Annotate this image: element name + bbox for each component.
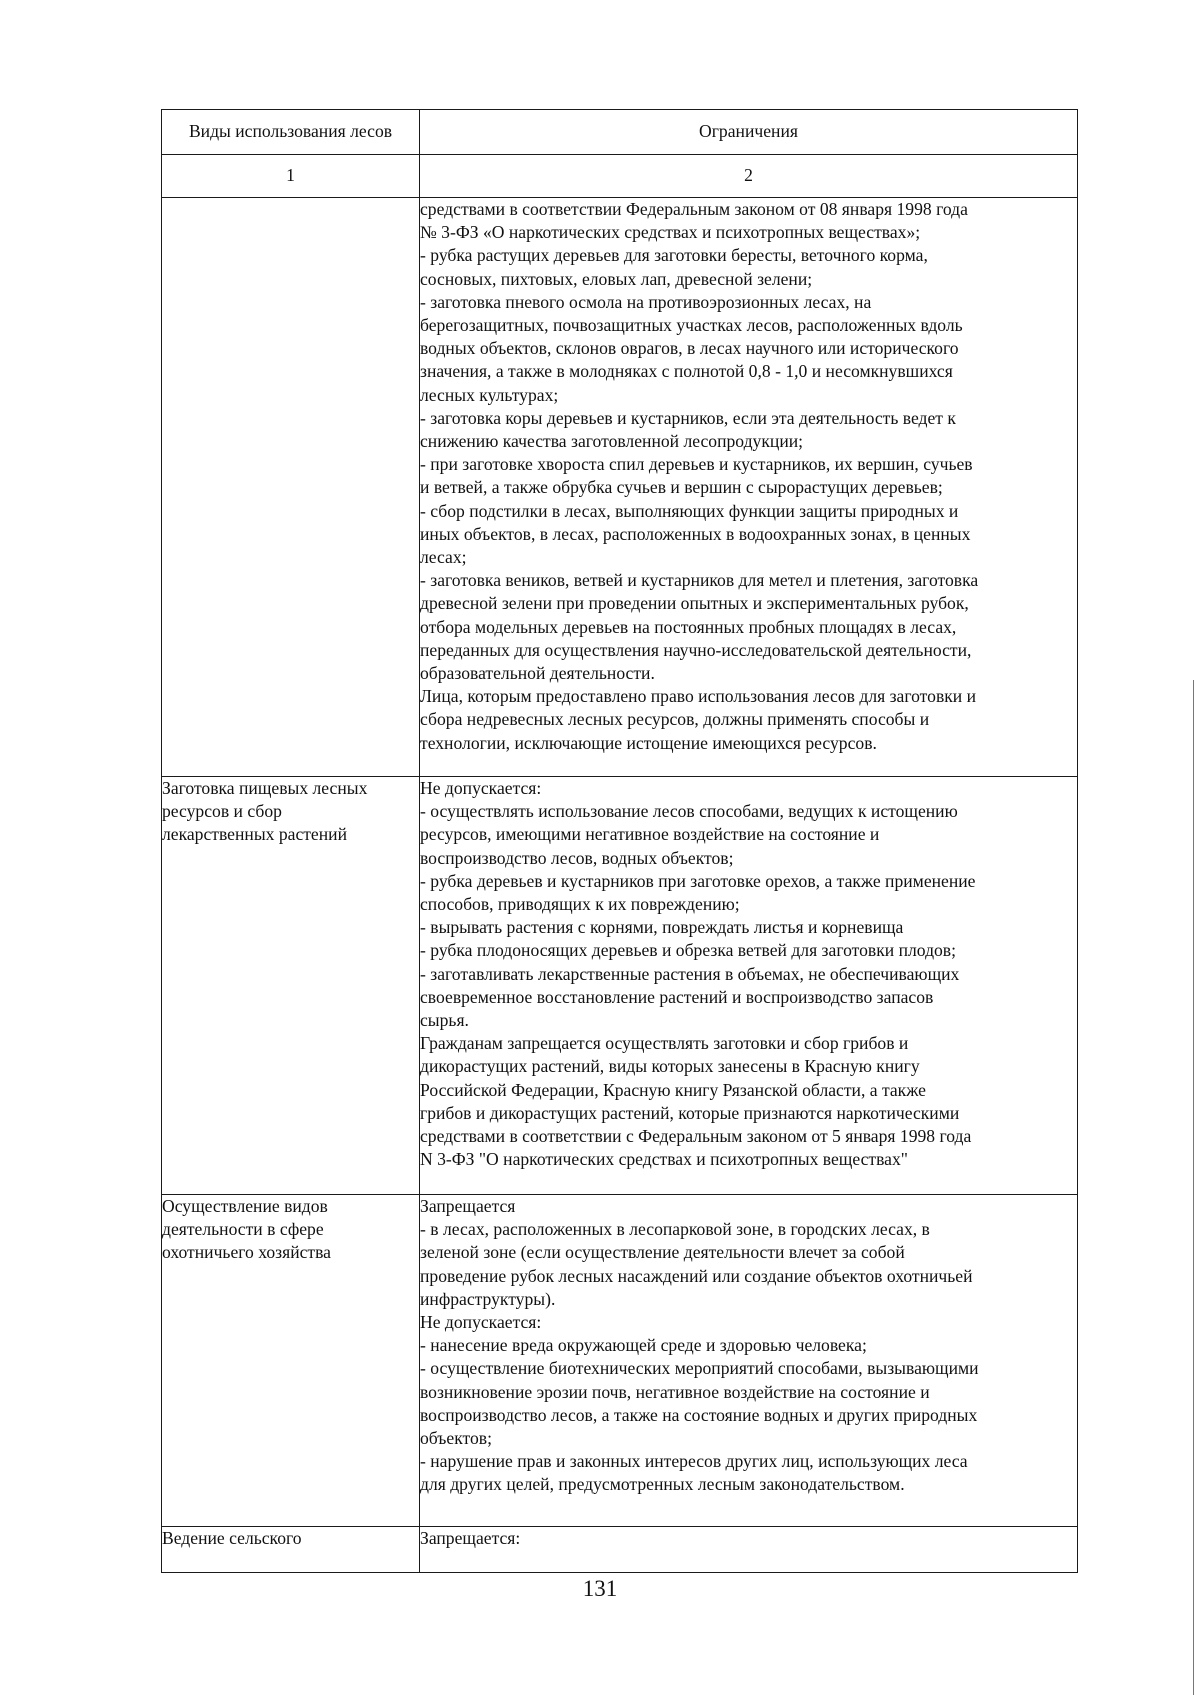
text-line: сбора недревесных лесных ресурсов, должны применять способы и xyxy=(420,709,930,730)
text-line: Не допускается: xyxy=(420,1312,542,1333)
text-line: N 3-ФЗ "О наркотических средствах и психотропных веществах" xyxy=(420,1149,908,1170)
text-line: воспроизводство лесов, а также на состояние водных и других природных xyxy=(420,1404,978,1425)
text-line: Лица, которым предоставлено право использования лесов для заготовки и xyxy=(420,686,977,707)
text-line: - рубка деревьев и кустарников при заготовке орехов, а также применение xyxy=(420,870,976,891)
text-line: для других целей, предусмотренных лесным законодательством. xyxy=(420,1474,905,1495)
table-row xyxy=(162,777,1078,1195)
text-line: переданных для осуществления научно-исследовательской деятельности, xyxy=(420,639,972,660)
scan-edge-line xyxy=(1193,680,1194,1695)
text-line: Гражданам запрещается осуществлять заготовки и сбор грибов и xyxy=(420,1033,909,1054)
text-line: ресурсов и сбор xyxy=(162,801,282,822)
text-line: - сбор подстилки в лесах, выполняющих функции защиты природных и xyxy=(420,500,959,521)
text-line: ресурсов, имеющими негативное воздействие на состояние и xyxy=(420,824,880,845)
use-type-cell xyxy=(162,1527,420,1573)
table-header-row xyxy=(162,110,1078,155)
column-number-2: 2 xyxy=(420,155,1078,198)
text-line: сырья. xyxy=(420,1010,469,1031)
text-line: деятельности в сфере xyxy=(162,1219,324,1240)
text-line: берегозащитных, почвозащитных участках лесов, расположенных вдоль xyxy=(420,315,963,336)
text-line: Осуществление видов xyxy=(162,1196,328,1216)
text-line: средствами в соответствии с Федеральным законом от 5 января 1998 года xyxy=(420,1126,972,1147)
text-line: - рубка растущих деревьев для заготовки бересты, веточного корма, xyxy=(420,245,928,266)
text-line: иных объектов, в лесах, расположенных в водоохранных зонах, в ценных xyxy=(420,523,971,544)
text-line: сосновых, пихтовых, еловых лап, древесной зелени; xyxy=(420,268,813,289)
text-line: значения, а также в молодняках с полнотой 0,8 - 1,0 и несомкнувшихся xyxy=(420,361,953,382)
restrictions-cell xyxy=(420,1527,1078,1573)
text-line: - рубка плодоносящих деревьев и обрезка ветвей для заготовки плодов; xyxy=(420,940,957,961)
text-line: № 3-ФЗ «О наркотических средствах и психотропных веществах»; xyxy=(420,222,921,243)
text-line: своевременное восстановление растений и воспроизводство запасов xyxy=(420,986,934,1007)
text-line: лесах; xyxy=(420,547,467,568)
text-line: образовательной деятельности. xyxy=(420,663,655,684)
text-line: Не допускается: xyxy=(420,778,542,798)
restrictions-cell xyxy=(420,1195,1078,1527)
text-line: Ведение сельского xyxy=(162,1528,302,1548)
table-row xyxy=(162,198,1078,777)
restrictions-cell xyxy=(420,198,1078,777)
text-line: - осуществление биотехнических мероприятий способами, вызывающими xyxy=(420,1358,979,1379)
use-type-cell xyxy=(162,777,420,1195)
text-line: отбора модельных деревьев на постоянных пробных площадях в лесах, xyxy=(420,616,957,637)
column-number-1: 1 xyxy=(162,155,420,198)
text-line: водных объектов, склонов оврагов, в лесах научного или исторического xyxy=(420,338,959,359)
text-line: инфраструктуры). xyxy=(420,1288,556,1309)
text-line: и ветвей, а также обрубка сучьев и вершин с сырорастущих деревьев; xyxy=(420,477,943,498)
text-line: - нарушение прав и законных интересов других лиц, использующих леса xyxy=(420,1451,968,1472)
use-type-cell xyxy=(162,1195,420,1527)
text-line: - заготовка пневого осмола на противоэрозионных лесах, на xyxy=(420,291,872,312)
text-line: технологии, исключающие истощение имеющихся ресурсов. xyxy=(420,732,877,753)
text-line: лесных культурах; xyxy=(420,384,559,405)
text-line: - в лесах, расположенных в лесопарковой зоне, в городских лесах, в xyxy=(420,1219,930,1240)
text-line: древесной зелени при проведении опытных и экспериментальных рубок, xyxy=(420,593,969,614)
text-line: охотничьего хозяйства xyxy=(162,1242,331,1263)
text-line: проведение рубок лесных насаждений или создание объектов охотничьей xyxy=(420,1265,973,1286)
table-row xyxy=(162,1195,1078,1527)
text-line: способов, приводящих к их повреждению; xyxy=(420,894,740,915)
text-line: Заготовка пищевых лесных xyxy=(162,778,368,798)
header-restrictions: Ограничения xyxy=(420,110,1078,155)
text-line: - нанесение вреда окружающей среде и здоровью человека; xyxy=(420,1335,867,1356)
page-number: 131 xyxy=(582,1576,618,1601)
text-line: снижению качества заготовленной лесопродукции; xyxy=(420,431,804,452)
text-line: - при заготовке хвороста спил деревьев и кустарников, их вершин, сучьев xyxy=(420,454,973,475)
text-line: зеленой зоне (если осуществление деятельности влечет за собой xyxy=(420,1242,905,1263)
use-type-cell xyxy=(162,198,420,777)
text-line: возникновение эрозии почв, негативное воздействие на состояние и xyxy=(420,1381,930,1402)
column-number-row xyxy=(162,155,1078,198)
text-line: - заготовка коры деревьев и кустарников, если эта деятельность ведет к xyxy=(420,407,956,428)
text-line: - заготовка веников, ветвей и кустарников для метел и плетения, заготовка xyxy=(420,570,979,591)
text-line: - вырывать растения с корнями, повреждать листья и корневища xyxy=(420,917,904,938)
text-line: - осуществлять использование лесов способами, ведущих к истощению xyxy=(420,801,958,822)
text-line: Запрещается xyxy=(420,1196,516,1216)
text-line: средствами в соответствии Федеральным законом от 08 января 1998 года xyxy=(420,199,968,219)
restrictions-cell xyxy=(420,777,1078,1195)
text-line: дикорастущих растений, виды которых занесены в Красную книгу xyxy=(420,1056,920,1077)
header-use-type: Виды использования лесов xyxy=(162,110,420,155)
text-line: лекарственных растений xyxy=(162,824,347,845)
text-line: воспроизводство лесов, водных объектов; xyxy=(420,847,734,868)
text-line: грибов и дикорастущих растений, которые признаются наркотическими xyxy=(420,1102,960,1123)
restrictions-table xyxy=(161,109,1078,1573)
text-line: - заготавливать лекарственные растения в объемах, не обеспечивающих xyxy=(420,963,960,984)
text-line: Российской Федерации, Красную книгу Рязанской области, а также xyxy=(420,1079,926,1100)
text-line: объектов; xyxy=(420,1428,492,1449)
text-line: Запрещается: xyxy=(420,1528,521,1548)
table-row xyxy=(162,1527,1078,1573)
